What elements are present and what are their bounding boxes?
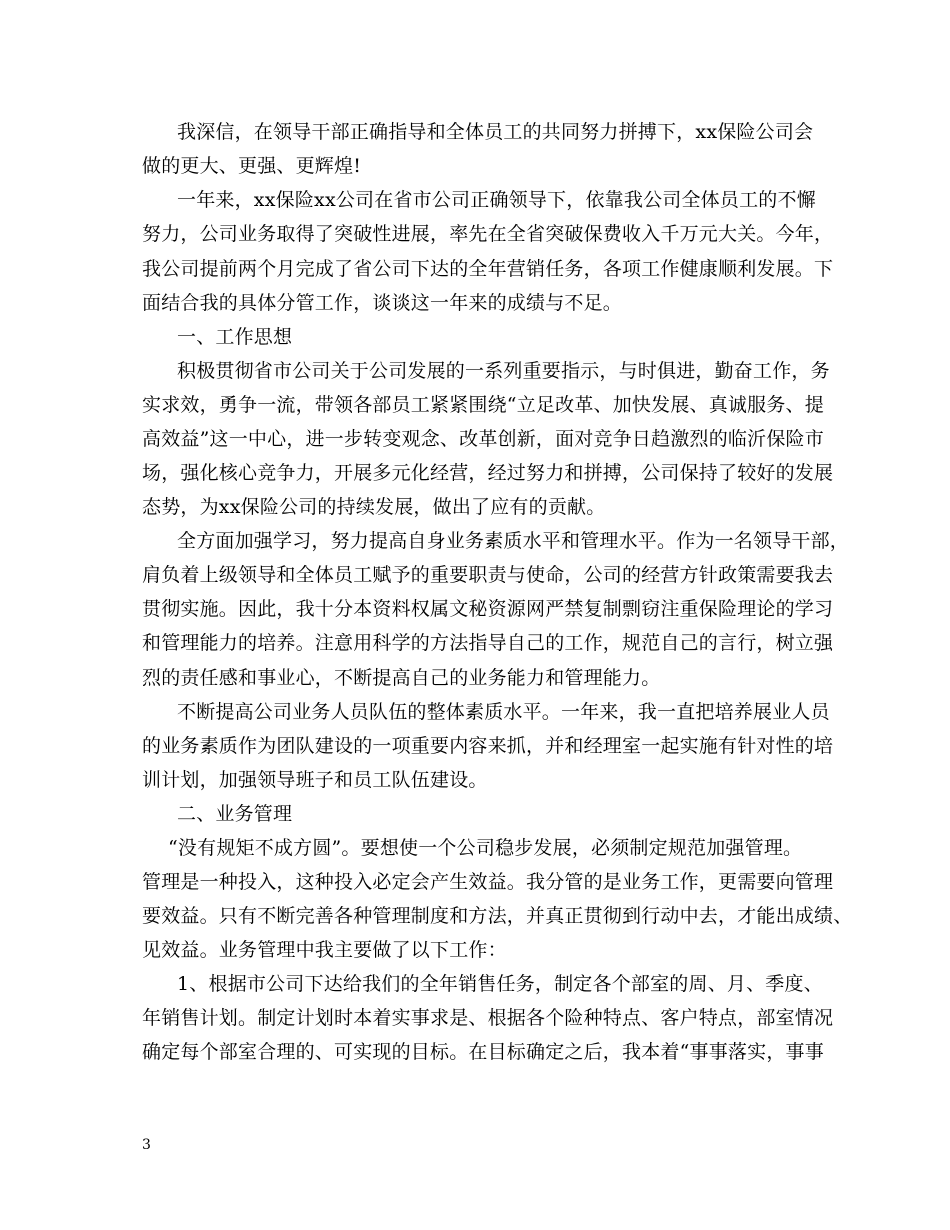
text-line: 肩负着上级领导和全体员工赋予的重要职责与使命，公司的经营方针政策需要我去 [142,564,834,586]
text-line: 1、根据市公司下达给我们的全年销售任务，制定各个部室的周、月、季度、 [177,973,823,995]
text-line: 的业务素质作为团队建设的一项重要内容来抓，并和经理室一起实施有针对性的培 [142,735,834,757]
text-line: 不断提高公司业务人员队伍的整体素质水平。一年来，我一直把培养展业人员 [177,701,830,723]
page-number: 3 [142,1137,151,1153]
text-line: 高效益”这一中心，进一步转变观念、改革创新，面对竞争日趋激烈的临沂保险市 [142,428,824,450]
text-line: 管理是一种投入，这种投入必定会产生效益。我分管的是业务工作，更需要向管理 [142,871,834,893]
text-line: 一年来，xx保险xx公司在省市公司正确领导下，依靠我公司全体员工的不懈 [177,189,816,211]
text-line: 努力，公司业务取得了突破性进展，率先在全省突破保费收入千万元大关。今年， [142,223,834,245]
text-line: 全方面加强学习，努力提高自身业务素质水平和管理水平。作为一名领导干部， [177,530,850,552]
text-line: 年销售计划。制定计划时本着实事求是、根据各个险种特点、客户特点，部室情况 [142,1007,834,1029]
text-line: 我深信，在领导干部正确指导和全体员工的共同努力拼搏下，xx保险公司会 [177,121,814,143]
text-line: 我公司提前两个月完成了省公司下达的全年营销任务，各项工作健康顺利发展。下 [142,258,834,280]
text-line: 面结合我的具体分管工作，谈谈这一年来的成绩与不足。 [142,292,623,314]
text-line: 积极贯彻省市公司关于公司发展的一系列重要指示，与时俱进，勤奋工作，务 [177,360,830,382]
text-line: 烈的责任感和事业心，不断提高自己的业务能力和管理能力。 [142,667,661,689]
section-heading: 一、工作思想 [177,326,293,348]
text-line: 场，强化核心竞争力，开展多元化经营，经过努力和拼搏，公司保持了较好的发展 [142,462,834,484]
text-line: 态势，为xx保险公司的持续发展，做出了应有的贡献。 [142,496,606,518]
text-line: 要效益。只有不断完善各种管理制度和方法，并真正贯彻到行动中去，才能出成绩、 [142,905,853,927]
text-line: 训计划，加强领导班子和员工队伍建设。 [142,769,488,791]
text-line: 见效益。业务管理中我主要做了以下工作： [142,939,507,961]
text-line: “没有规矩不成方圆”。要想使一个公司稳步发展，必须制定规范加强管理。 [168,837,803,859]
text-line: 做的更大、更强、更辉煌! [142,155,362,177]
text-line: 和管理能力的培养。注意用科学的方法指导自己的工作，规范自己的言行，树立强 [142,632,834,654]
text-line: 确定每个部室合理的、可实现的目标。在目标确定之后，我本着“事事落实，事事 [142,1041,824,1063]
section-heading: 二、业务管理 [177,803,293,825]
text-line: 实求效，勇争一流，带领各部员工紧紧围绕“立足改革、加快发展、真诚服务、提 [142,394,824,416]
text-line: 贯彻实施。因此，我十分本资料权属文秘资源网严禁复制剽窃注重保险理论的学习 [142,598,834,620]
